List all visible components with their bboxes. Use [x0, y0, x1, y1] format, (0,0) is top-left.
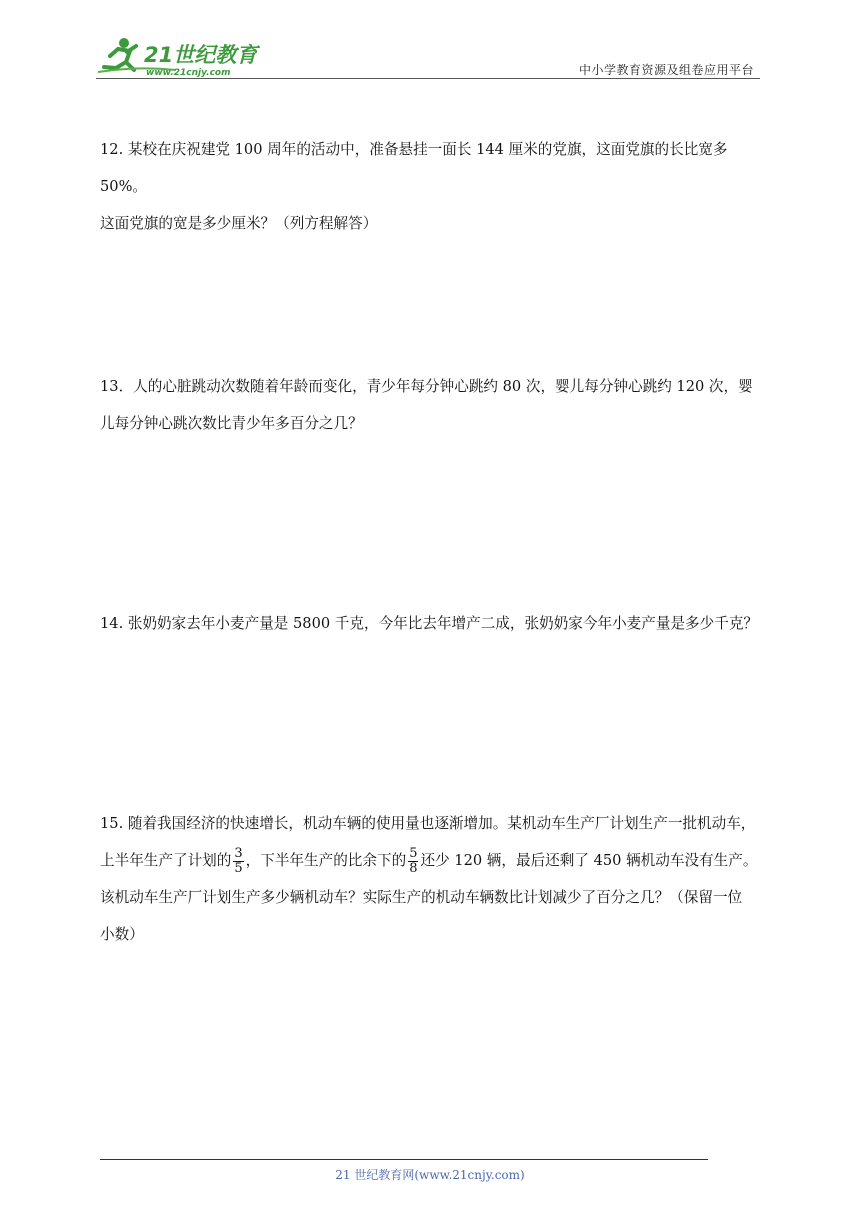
question-text-line: 这面党旗的宽是多少厘米？（列方程解答）	[100, 215, 378, 232]
text-segment: ，下半年生产的比余下的	[245, 852, 407, 869]
fraction-numerator: 3	[234, 845, 243, 861]
footer-divider	[100, 1159, 708, 1160]
question-text-line: 15. 随着我国经济的快速增长，机动车辆的使用量也逐渐增加。某机动车生产厂计划生产一批机动车，	[100, 815, 756, 832]
question-13	[100, 368, 768, 442]
fraction-five-eighths	[408, 847, 418, 876]
question-text-line: 14. 张奶奶家去年小麦产量是 5800 千克，今年比去年增产二成，张奶奶家今年小麦产量是多少千克？	[100, 615, 759, 632]
question-12	[100, 131, 768, 242]
text-segment: 上半年生产了计划的	[100, 852, 232, 869]
fraction-denominator: 8	[409, 860, 418, 876]
fraction-denominator: 5	[234, 860, 243, 876]
fraction-three-fifths	[233, 847, 243, 876]
fraction-numerator: 5	[409, 845, 418, 861]
question-text-line: 儿每分钟心跳次数比青少年多百分之几？	[100, 415, 363, 432]
question-text-line	[100, 842, 768, 879]
footer-source: 21 世纪教育网(www.21cnjy.com)	[335, 1168, 525, 1182]
question-text-line: 13．人的心脏跳动次数随着年龄而变化，青少年每分钟心跳约 80 次，婴儿每分钟心跳约 120 次，婴	[100, 378, 753, 395]
question-text-line: 12. 某校在庆祝建党 100 周年的活动中，准备悬挂一面长 144 厘米的党旗，这面党旗的长比宽多 50%。	[100, 141, 728, 195]
logo-url: www.21cnjy.com	[146, 68, 231, 78]
logo	[96, 36, 266, 80]
question-text-line: 小数）	[100, 926, 144, 943]
logo-text: 21世纪教育	[144, 43, 258, 67]
question-14	[100, 605, 768, 642]
question-text-line: 该机动车生产厂计划生产多少辆机动车？实际生产的机动车辆数比计划减少了百分之几？（保留一位	[100, 889, 743, 906]
header-divider	[96, 78, 760, 79]
question-15	[100, 805, 768, 953]
text-segment: 还少 120 辆，最后还剩了 450 辆机动车没有生产。	[420, 852, 758, 869]
platform-name: 中小学教育资源及组卷应用平台	[578, 63, 754, 77]
